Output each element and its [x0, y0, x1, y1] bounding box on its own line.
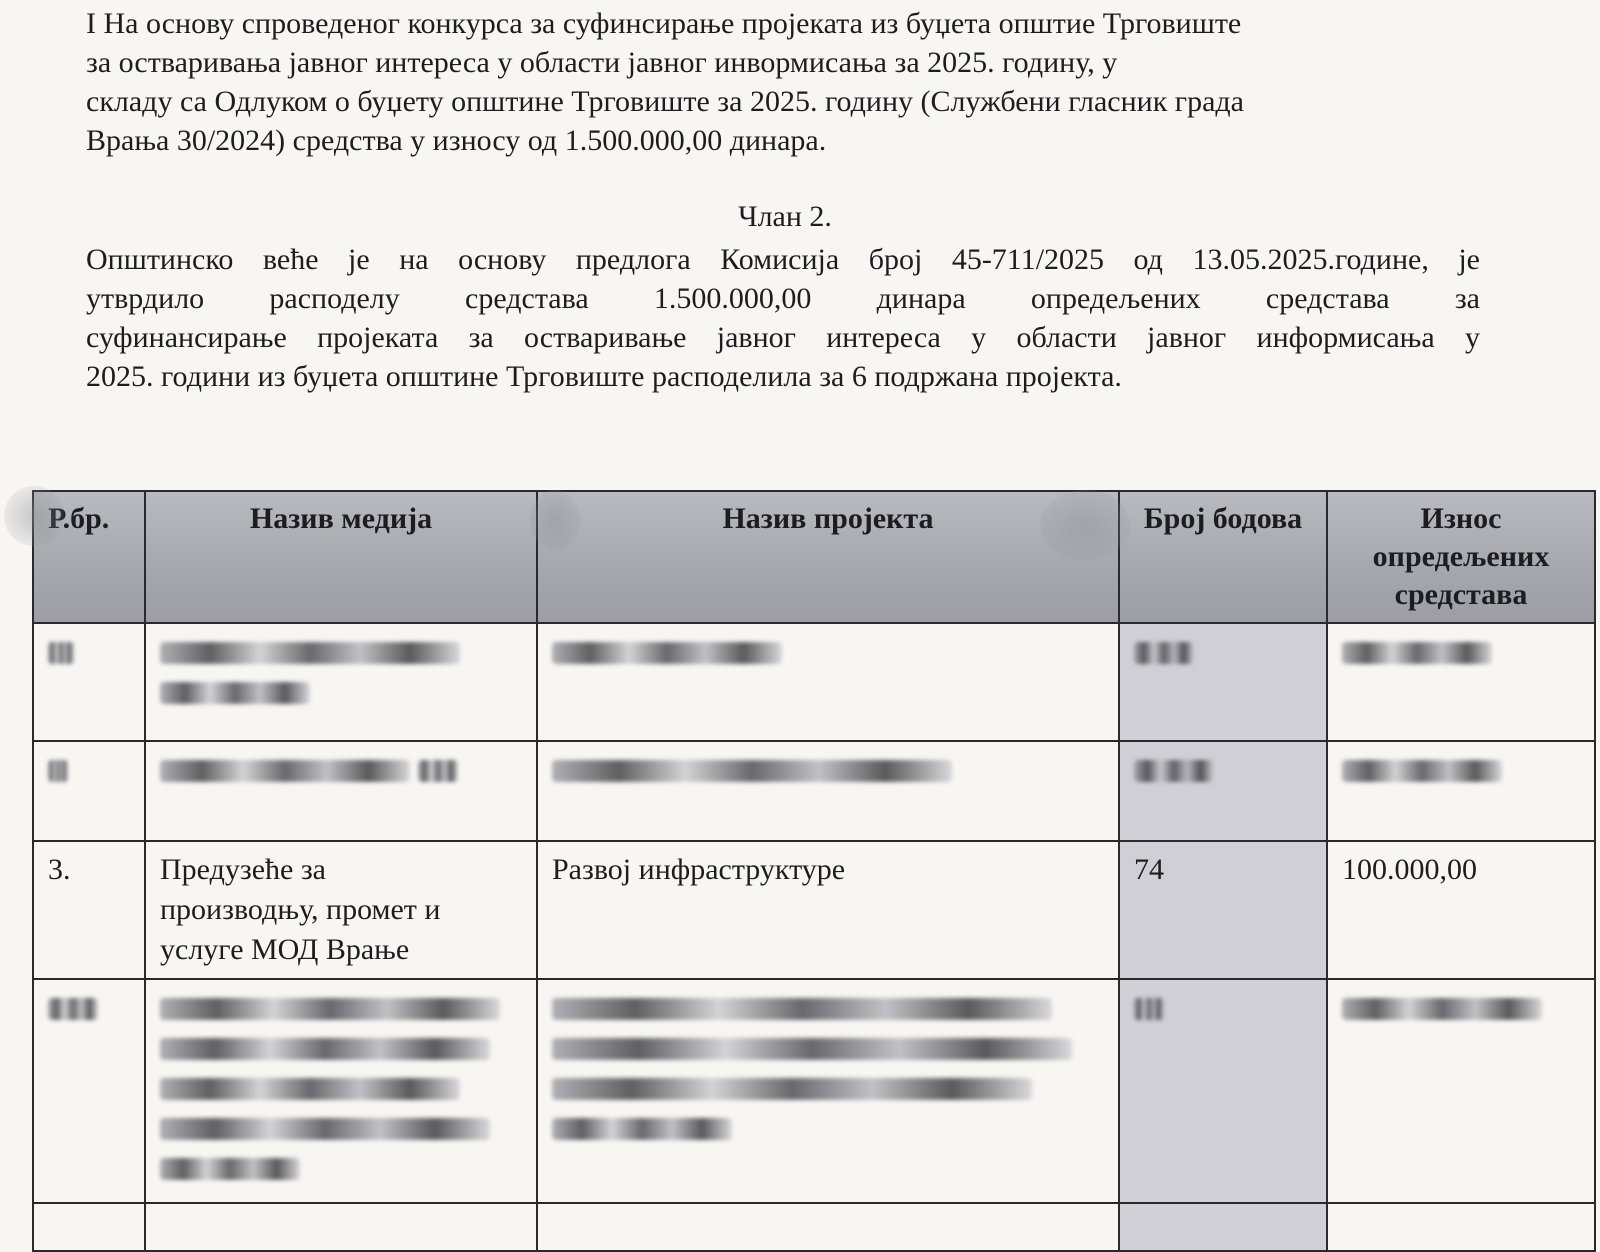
- media-name-line: производњу, промет и: [160, 893, 441, 926]
- redacted-cell: [537, 979, 1119, 1203]
- intro-line: складу са Одлуком о буџету општине Трговиште за 2025. годину (Службени гласник града: [86, 85, 1244, 118]
- points-value: 74: [1119, 841, 1327, 979]
- media-name: [145, 841, 537, 979]
- redacted-cell: [145, 623, 537, 741]
- table-header-row: [33, 491, 1595, 623]
- article-line: суфинансирање пројеката за остваривање јавног интереса у области јавног информисања у: [86, 321, 1480, 354]
- redacted-cell: [1119, 623, 1327, 741]
- article-heading: Члан 2.: [738, 200, 832, 233]
- cut-off-cell: [537, 1203, 1119, 1251]
- scan-stain: [1040, 490, 1130, 560]
- cut-off-cell: [145, 1203, 537, 1251]
- redacted-cell: [1327, 979, 1595, 1203]
- header-number: Р.бр.: [33, 491, 145, 623]
- redacted-cell: [145, 979, 537, 1203]
- article-line: Општинско веће је на основу предлога Комисија број 45-711/2025 од 13.05.2025.године, је: [86, 243, 1480, 276]
- redacted-cell: [33, 741, 145, 841]
- redacted-cell: [1327, 741, 1595, 841]
- table-row: [33, 841, 1595, 979]
- intro-line: I На основу спроведеног конкурса за суфинсирање пројеката из буџета општие Трговиште: [86, 7, 1242, 40]
- header-media: Назив медија: [145, 491, 537, 623]
- table-row-redacted: [33, 623, 1595, 741]
- header-points: Број бодова: [1119, 491, 1327, 623]
- cut-off-cell: [1327, 1203, 1595, 1251]
- intro-line: за остваривања јавног интереса у области јавног инвормисања за 2025. годину, у: [86, 46, 1118, 79]
- table-row-redacted: [33, 741, 1595, 841]
- redacted-cell: [33, 623, 145, 741]
- article-line: 2025. години из буџета општине Трговиште расподелила за 6 подржана пројекта.: [86, 360, 1122, 393]
- table-row-partial: [33, 1203, 1595, 1251]
- header-amount: Износ опредељених средстава: [1327, 491, 1595, 623]
- project-name: Развој инфраструктуре: [537, 841, 1119, 979]
- redacted-cell: [537, 623, 1119, 741]
- redacted-cell: [537, 741, 1119, 841]
- scan-stain: [530, 490, 580, 550]
- amount-value: 100.000,00: [1327, 841, 1595, 979]
- row-number: 3.: [33, 841, 145, 979]
- header-project: Назив пројекта: [537, 491, 1119, 623]
- scan-stain: [4, 486, 64, 546]
- redacted-cell: [1119, 741, 1327, 841]
- allocation-table: [32, 490, 1596, 1252]
- article-paragraph: [86, 240, 1480, 396]
- cut-off-cell: [1119, 1203, 1327, 1251]
- redacted-cell: [145, 741, 537, 841]
- redacted-cell: [1327, 623, 1595, 741]
- intro-paragraph: [86, 4, 1506, 160]
- table-row-redacted: [33, 979, 1595, 1203]
- article-line: утврдило расподелу средстава 1.500.000,00 динара опредељених средстава за: [86, 282, 1480, 315]
- media-name-line: услуге МОД Врање: [160, 933, 410, 966]
- redacted-cell: [33, 979, 145, 1203]
- intro-line: Врања 30/2024) средства у износу од 1.500.000,00 динара.: [86, 124, 827, 157]
- redacted-cell: [1119, 979, 1327, 1203]
- cut-off-cell: [33, 1203, 145, 1251]
- media-name-line: Предузеће за: [160, 853, 326, 886]
